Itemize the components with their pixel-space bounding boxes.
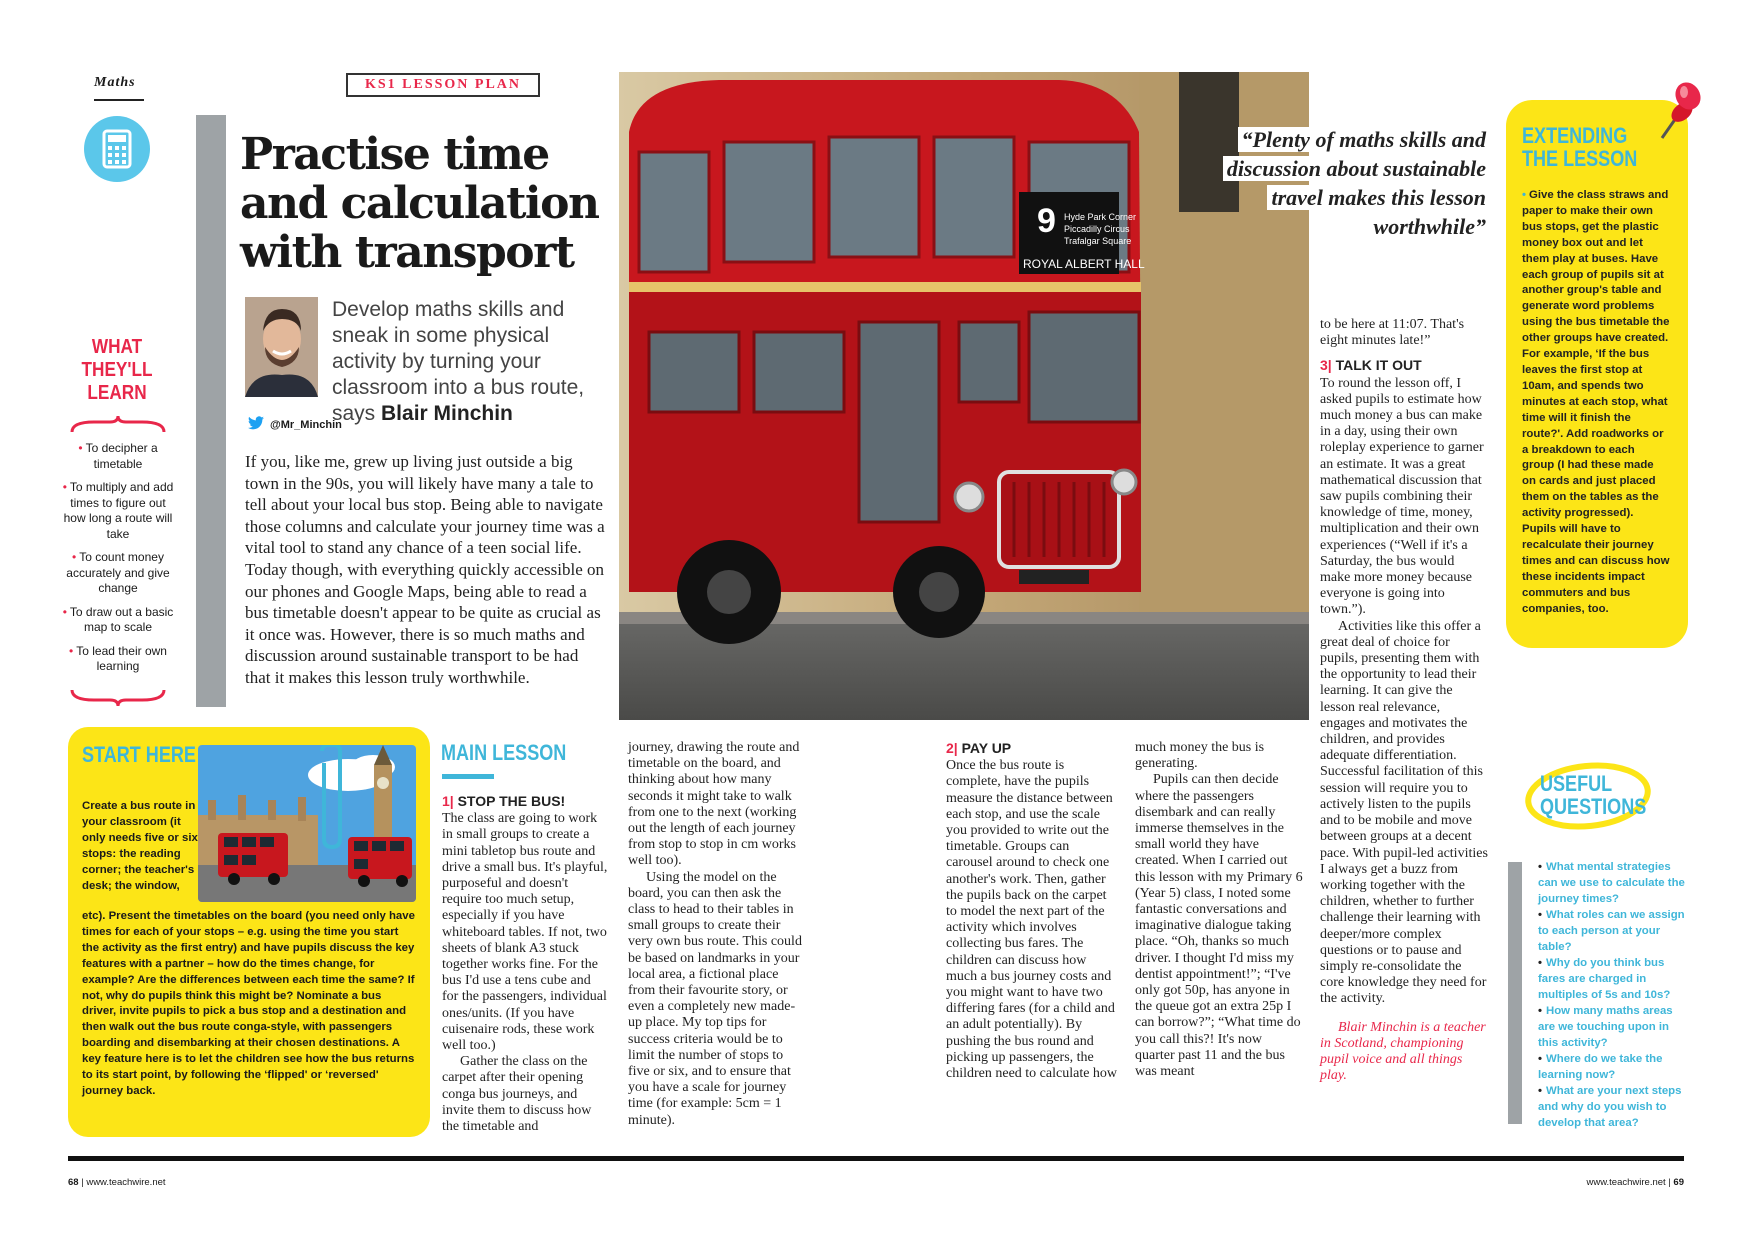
step-2-heading (946, 740, 1118, 756)
extending-panel (1506, 100, 1688, 648)
pull-quote-text: “Plenty of maths skills and discussion about sustainable travel makes this lesson worthwhile” (1223, 127, 1490, 239)
twitter-handle[interactable]: @Mr_Minchin (270, 418, 342, 431)
extending-title: EXTENDING THE LESSON (1522, 123, 1638, 171)
body-paragraph: much money the bus is generating. (1135, 740, 1265, 772)
body-paragraph: Pupils can then decide where the passengers disembark and can really immerse themselves in the small world they have created. When I carried out this lesson with my Primary 6 (Year 5) class, I noted some fantastic conversations and imaginative dialogue taking place. “Oh, thanks so much driver. I thought I'd miss my dentist appointment!”; “I've only got 50p, has anyone in the queue got an extra 25p I can borrow?”; “What time do you call this?! It's now quarter past 11 and the bus was meant (1135, 772, 1303, 1080)
article-title: Practise time and calculation with transport (240, 129, 599, 278)
body-paragraph: Activities like this offer a great deal of choice for pupils, presenting them with the opportunity to lead their learning. It can give the lesson real relevance, engages and motivates the children, and provides adequate differentiation. Successful facilitation of this session will require you to actively listen to the pupils and to be mobile and move between groups at a decent pace. With pupil-led activities I always get a buzz from working together with the children, whether to further challenge their learning with deeper/more complex questions or to pause and simply re-consolidate the core knowledge they need for the activity. (1320, 618, 1488, 1007)
calculator-icon (84, 116, 150, 182)
extending-body: • Give the class straws and paper to make their own bus stops, get the plastic money box out and let them play at buses. Have each group of pupils sit at another group's table and generate word problems using the bus timetable the other groups have created. For example, ‘If the bus leaves the first stop at 10am, and spends two minutes at each stop, what time will it finish the route?'. Add roadworks or a breakdown to each group (I had these made on cards and just placed them on the tables as the activity progressed). Pupils will have to recalculate their journey times and can discuss how these incidents impact commuters and bus companies, too. (1522, 188, 1670, 617)
start-here-text-b: etc). Present the timetables on the board (you need only have times for each of your stops – e.g. using the time you start the activity as the first entry) and have pupils discuss the key features with a partner – how do the times change, for example? Are the differences between each time the same? If not, why do pupils think this might be? Nominate a bus driver, invite pupils to pick a bus stop and a destination and then walk out the bus route conga-style, with passengers boarding and disembarking at their chosen destinations. A key feature here is to let the children see how the bus returns to its start point, by following the ‘flipped' or ‘reversed' journey back. (82, 910, 415, 1097)
step-3-number: 3| (1320, 357, 1332, 374)
main-lesson-title: MAIN LESSON (441, 740, 567, 765)
twitter-icon (248, 416, 264, 433)
body-paragraph: The class are going to work in small groups to create a mini tabletop bus route and drive a small bus. It's playful, purposeful and doesn't require too much setup, especially if you have whiteboard tables. If not, two sheets of blank A3 stuck together works fine. For the bus I'd use a tens cube and for the passengers, individual ones/units. (If you have cuisenaire rods, these work well too.) (442, 811, 608, 1054)
svg-text:Piccadilly Circus: Piccadilly Circus (1064, 224, 1130, 234)
body-paragraph: Using the model on the board, you can then ask the class to head to their tables in small groups to create their very own bus route. This could be based on landmarks in your local area, a fictional place from their favourite story, or even a completely new made-up place. My top tips for success criteria would be to limit the number of stops to five or six, and to ensure that you have a scale for journey time (for example: 5cm = 1 minute). (628, 869, 802, 1128)
question-item: • What mental strategies can we use to calculate the journey times? (1538, 859, 1688, 907)
body-column-2 (628, 740, 808, 1129)
learn-item: • To multiply and add times to figure out how long a route will take (60, 480, 176, 542)
start-here-text-a: Create a bus route in your classroom (it only needs five or six stops: the reading corner; the teacher's desk; the window, (82, 800, 198, 892)
standfirst (332, 297, 612, 427)
author-photo (245, 297, 318, 397)
learn-title: WHAT THEY'LL LEARN (81, 336, 153, 404)
learn-list (60, 441, 176, 683)
title-accent-bar (196, 115, 226, 707)
page-number-right: 69 (1673, 1177, 1684, 1188)
brace-bottom-icon (70, 688, 166, 708)
step-1-heading (442, 793, 608, 809)
twitter-handle-row[interactable] (248, 416, 342, 433)
step-3-heading (1320, 357, 1488, 373)
footer-right: www.teachwire.net | 69 (1586, 1177, 1684, 1188)
footer-site-left[interactable]: www.teachwire.net (86, 1177, 166, 1188)
question-item: • Where do we take the learning now? (1538, 1051, 1688, 1083)
step-3-title: TALK IT OUT (1335, 357, 1422, 374)
body-paragraph: Gather the class on the carpet after their opening conga bus journeys, and invite them to discuss how the timetable and (442, 1054, 592, 1135)
standfirst-text: Develop maths skills and sneak in some physical activity by turning your classroom into a bus route, says (332, 298, 585, 425)
learn-item: • To lead their own learning (60, 644, 176, 675)
question-item: • Why do you think bus fares are charged in multiples of 5s and 10s? (1538, 955, 1688, 1003)
learn-item: • To count money accurately and give change (60, 550, 176, 597)
brace-top-icon (70, 414, 166, 434)
pushpin-icon (1648, 78, 1704, 148)
start-here-title: START HERE (82, 742, 196, 767)
step-1-title: STOP THE BUS! (457, 793, 566, 809)
body-paragraph: To round the lesson off, I asked pupils to estimate how much money a bus can make in a day, using their own roleplay experience to garner an estimate. It was a great mathematical discussion that saw pupils combining their knowledge of time, money, multiplication and their own experiences (“Well if it's a Saturday, the bus would make more money because everyone is going into town.”). (1320, 375, 1484, 618)
svg-text:Trafalgar Square: Trafalgar Square (1064, 236, 1132, 246)
footer-site-right[interactable]: www.teachwire.net (1586, 1177, 1666, 1188)
svg-text:9: 9 (1037, 202, 1056, 240)
pull-quote (1210, 125, 1490, 241)
svg-text:Hyde Park Corner: Hyde Park Corner (1064, 212, 1137, 222)
body-column-5 (1320, 317, 1488, 1084)
footer-rule (68, 1156, 1684, 1161)
author-bio: Blair Minchin is a teacher in Scotland, championing pupil voice and all things play. (1320, 1019, 1486, 1084)
bus-photo (619, 72, 1309, 720)
body-paragraph: journey, drawing the route and timetable on the board, and thinking about how many seconds it might take to walk from one to the next (working out the length of each journey from stop to stop in cm works well too). (628, 740, 800, 869)
step-2-title: PAY UP (961, 740, 1012, 756)
svg-text:ROYAL ALBERT HALL: ROYAL ALBERT HALL (1023, 257, 1145, 271)
question-item: • How many maths areas are we touching upon in this activity? (1538, 1003, 1688, 1051)
step-1-number: 1| (442, 793, 454, 809)
author-name: Blair Minchin (381, 402, 513, 425)
learn-item: • To decipher a timetable (60, 441, 176, 472)
section-rule (94, 99, 144, 101)
body-column-1 (442, 793, 608, 1135)
body-column-4 (1135, 740, 1305, 1080)
page-number-left: 68 (68, 1177, 79, 1188)
lesson-plan-badge: KS1 LESSON PLAN (346, 73, 540, 97)
question-item: • What are your next steps and why do you wish to develop that area? (1538, 1083, 1688, 1131)
main-lesson-rule (442, 774, 494, 779)
body-paragraph: to be here at 11:07. That's eight minutes late!” (1320, 317, 1465, 349)
body-column-3 (946, 740, 1118, 1082)
useful-questions-title: USEFUL QUESTIONS (1540, 771, 1647, 819)
useful-questions-bar (1508, 862, 1522, 1124)
question-item: • What roles can we assign to each person at your table? (1538, 907, 1688, 955)
london-photo (198, 745, 416, 902)
useful-questions-list (1538, 859, 1688, 1131)
body-paragraph: Once the bus route is complete, have the pupils measure the distance between each stop, and use the scale you provided to write out the timetable. Groups can carousel around to check one another's work. Then, gather the pupils back on the carpet to model the next part of the activity which involves collecting bus fares. The children can discuss how much a bus journey costs and you might want to have two differing fares (for a child and an adult potentially). By pushing the bus round and picking up passengers, the children need to calculate how (946, 758, 1118, 1082)
footer-left: 68 | www.teachwire.net (68, 1177, 166, 1188)
section-label: Maths (94, 75, 136, 90)
intro-paragraph: If you, like me, grew up living just outside a big town in the 90s, you will likely have many a tale to tell about your local bus stop. Being able to navigate those columns and calculate your journey time was a vital tool to stand any chance of a teen social life. Today though, with everything quickly accessible on our phones and Google Maps, being able to read a bus timetable doesn't appear to be quite as crucial as it once was. However, there is so much maths and discussion around sustainable transport to be had that it makes this lesson truly worthwhile. (245, 452, 605, 687)
learn-item: • To draw out a basic map to scale (60, 605, 176, 636)
step-2-number: 2| (946, 740, 958, 756)
